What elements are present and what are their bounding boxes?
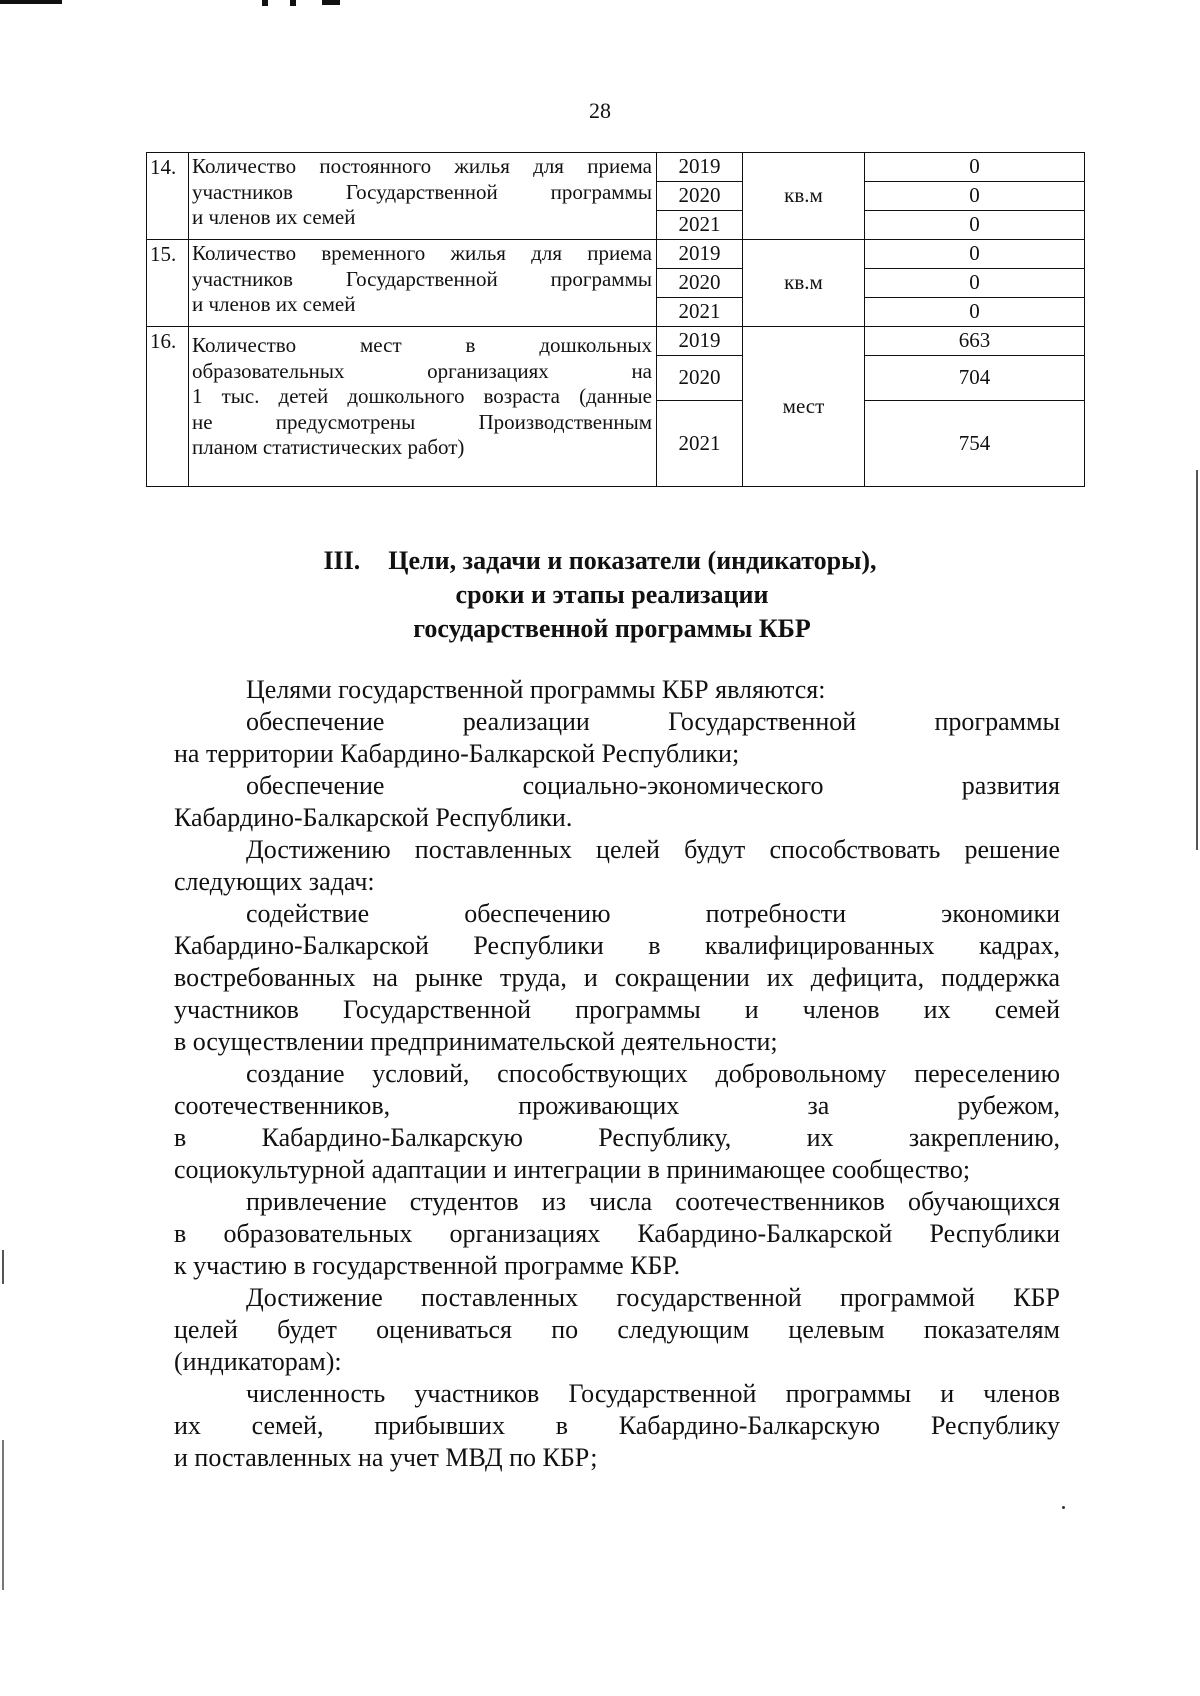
paragraph-line: востребованных на рынке труда, и сокращении их дефицита, поддержка: [174, 963, 1060, 992]
section-title-line: государственной программы КБР: [413, 614, 811, 643]
value-cell: 754: [865, 401, 1085, 487]
paragraph-line: (индикаторам):: [174, 1347, 342, 1376]
paragraph-line: в Кабардино-Балкарскую Республику, их закреплению,: [174, 1123, 1060, 1152]
value-cell: 0: [865, 240, 1085, 269]
year-cell: 2019: [657, 153, 743, 182]
name-line: участников Государственной программы: [192, 266, 652, 291]
name-line: Количество постоянного жилья для приема: [192, 154, 652, 178]
scan-mark: [1196, 470, 1198, 850]
value-cell: 663: [865, 327, 1085, 356]
paragraph-line: целей будет оцениваться по следующим целевым показателям: [174, 1315, 1060, 1344]
year-cell: 2021: [657, 298, 743, 327]
row-number: 14.: [147, 153, 189, 240]
paragraph-line: следующих задач:: [174, 867, 375, 896]
unit-cell: кв.м: [743, 153, 865, 240]
section-title-line: Цели, задачи и показатели (индикаторы),: [388, 546, 877, 575]
paragraph-line: социокультурной адаптации и интеграции в принимающее сообщество;: [174, 1155, 971, 1184]
name-line: не предусмотрены Производственным: [192, 409, 652, 434]
value-cell: 704: [865, 356, 1085, 401]
paragraph-line: обеспечение социально-экономического развития: [246, 771, 1060, 800]
section-number: III.: [323, 546, 361, 575]
paragraph-line: создание условий, способствующих добровольному переселению: [246, 1059, 1060, 1088]
value-cell: 0: [865, 211, 1085, 240]
scan-mark: [290, 0, 296, 6]
name-line: и членов их семей: [192, 292, 356, 317]
paragraph-line: Кабардино-Балкарской Республики в квалифицированных кадрах,: [174, 931, 1060, 960]
year-cell: 2020: [657, 182, 743, 211]
indicator-name: [189, 153, 657, 240]
name-line: и членов их семей: [192, 205, 356, 230]
paragraph-line: к участию в государственной программе КБР.: [174, 1251, 681, 1280]
paragraph-line: их семей, прибывших в Кабардино-Балкарскую Республику: [174, 1411, 1060, 1440]
paragraph-line: участников Государственной программы и членов их семей: [174, 995, 1060, 1024]
table-row: [147, 240, 1085, 269]
section-heading: [0, 544, 1200, 578]
indicators-table: [146, 152, 1085, 487]
paragraph-line: в образовательных организациях Кабардино-Балкарской Республики: [174, 1219, 1060, 1248]
name-line: Количество временного жилья для приема: [192, 241, 652, 265]
paragraph-line: Достижению поставленных целей будут способствовать решение: [246, 835, 1060, 864]
scan-mark: [322, 0, 340, 5]
scan-mark: [2, 1250, 4, 1284]
paragraph-line: численность участников Государственной программы и членов: [246, 1379, 1060, 1408]
indicator-name: [189, 240, 657, 327]
year-cell: 2019: [657, 240, 743, 269]
paragraph-line: в осуществлении предпринимательской деятельности;: [174, 1027, 778, 1056]
paragraph-line: соотечественников, проживающих за рубежом,: [174, 1091, 1060, 1120]
body-text: [174, 674, 1060, 1474]
row-number: 16.: [147, 327, 189, 487]
year-cell: 2020: [657, 269, 743, 298]
indicator-name: [189, 327, 657, 487]
paragraph-line: обеспечение реализации Государственной программы: [246, 707, 1060, 736]
table-row: [147, 327, 1085, 356]
paragraph-line: Целями государственной программы КБР являются:: [246, 675, 826, 704]
year-cell: 2021: [657, 211, 743, 240]
value-cell: 0: [865, 182, 1085, 211]
year-cell: 2020: [657, 356, 743, 401]
value-cell: 0: [865, 298, 1085, 327]
scan-speck: [1062, 1506, 1065, 1509]
name-line: планом статистических работ): [192, 435, 465, 460]
unit-cell: кв.м: [743, 240, 865, 327]
table-row: [147, 153, 1085, 182]
paragraph-line: на территории Кабардино-Балкарской Республики;: [174, 739, 740, 768]
name-line: образовательных организациях на: [192, 358, 652, 383]
paragraph-line: Достижение поставленных государственной программой КБР: [246, 1283, 1060, 1312]
scan-mark: [0, 0, 62, 4]
paragraph-line: содействие обеспечению потребности экономики: [246, 899, 1060, 928]
paragraph-line: Кабардино-Балкарской Республики.: [174, 803, 573, 832]
row-number: 15.: [147, 240, 189, 327]
name-line: Количество мест в дошкольных: [192, 333, 652, 357]
paragraph-line: и поставленных на учет МВД по КБР;: [174, 1443, 598, 1472]
page-number: 28: [589, 98, 611, 123]
section-title-line: сроки и этапы реализации: [455, 580, 769, 609]
year-cell: 2019: [657, 327, 743, 356]
name-line: 1 тыс. детей дошкольного возраста (данные: [192, 384, 652, 409]
value-cell: 0: [865, 153, 1085, 182]
value-cell: 0: [865, 269, 1085, 298]
paragraph-line: привлечение студентов из числа соотечественников обучающихся: [246, 1187, 1060, 1216]
scan-mark: [2, 1440, 4, 1590]
year-cell: 2021: [657, 401, 743, 487]
name-line: участников Государственной программы: [192, 179, 652, 204]
unit-cell: мест: [743, 327, 865, 487]
scan-mark: [262, 0, 268, 6]
